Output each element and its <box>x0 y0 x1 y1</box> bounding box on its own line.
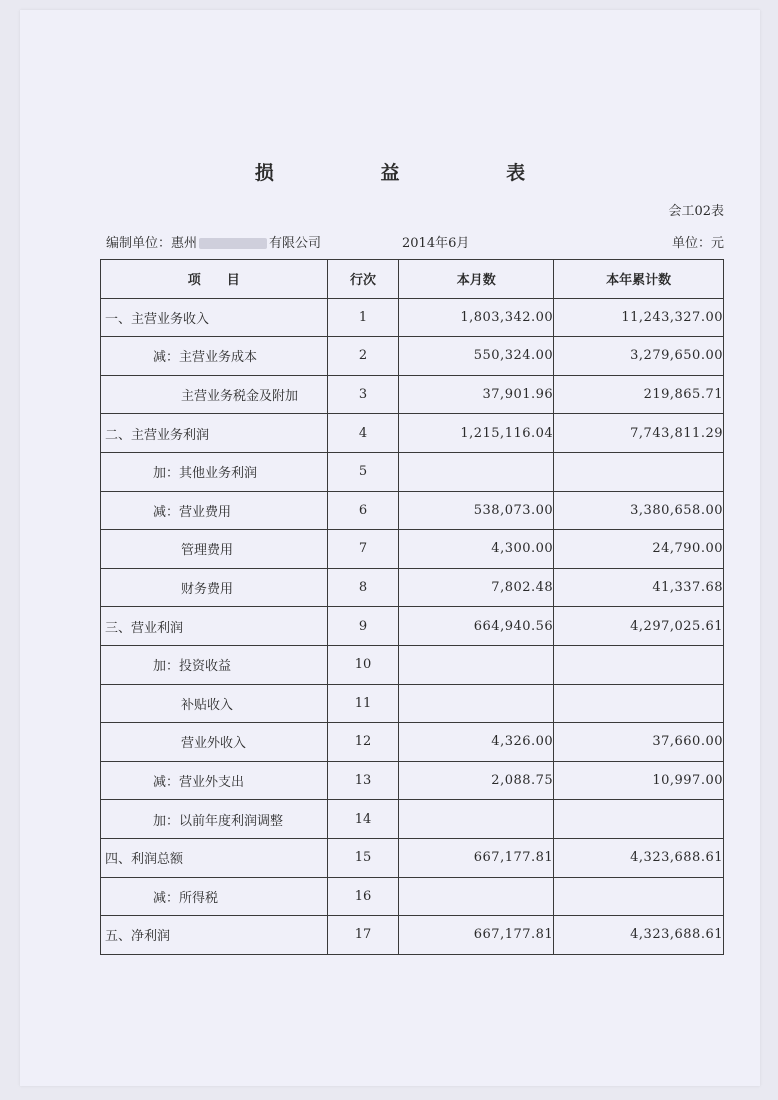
row-year-to-date <box>554 684 724 723</box>
table-row <box>101 375 724 414</box>
row-current-month: 667,177.81 <box>399 838 554 877</box>
redaction-mask <box>199 238 267 249</box>
row-line-no: 11 <box>327 684 399 723</box>
row-current-month <box>399 684 554 723</box>
table-row <box>101 916 724 955</box>
form-code: 会工02表 <box>668 204 724 219</box>
row-year-to-date <box>554 645 724 684</box>
header-current-month: 本月数 <box>399 260 554 299</box>
row-line-no: 16 <box>327 877 399 916</box>
table-row <box>101 877 724 916</box>
header-item: 项 目 <box>101 260 328 299</box>
row-current-month: 1,215,116.04 <box>399 414 554 453</box>
table-row <box>101 491 724 530</box>
table-row <box>101 337 724 376</box>
row-line-no: 3 <box>327 375 399 414</box>
row-item: 补贴收入 <box>101 684 328 723</box>
row-current-month <box>399 452 554 491</box>
row-year-to-date: 11,243,327.00 <box>554 298 724 337</box>
table-row <box>101 530 724 569</box>
row-item: 一、主营业务收入 <box>101 298 328 337</box>
row-current-month: 4,300.00 <box>399 530 554 569</box>
org-label: 编制单位：惠州 <box>106 236 198 251</box>
row-line-no: 6 <box>327 491 399 530</box>
row-line-no: 10 <box>327 645 399 684</box>
row-item: 加：其他业务利润 <box>101 452 328 491</box>
row-item: 三、营业利润 <box>101 607 328 646</box>
row-year-to-date: 219,865.71 <box>554 375 724 414</box>
table-row <box>101 838 724 877</box>
row-item: 减：主营业务成本 <box>101 337 328 376</box>
row-current-month: 4,326.00 <box>399 723 554 762</box>
table-row <box>101 761 724 800</box>
table-row <box>101 414 724 453</box>
row-line-no: 1 <box>327 298 399 337</box>
row-item: 管理费用 <box>101 530 328 569</box>
row-year-to-date <box>554 877 724 916</box>
row-current-month: 667,177.81 <box>399 916 554 955</box>
row-year-to-date <box>554 452 724 491</box>
row-year-to-date: 7,743,811.29 <box>554 414 724 453</box>
row-current-month: 550,324.00 <box>399 337 554 376</box>
row-year-to-date: 37,660.00 <box>554 723 724 762</box>
row-line-no: 8 <box>327 568 399 607</box>
row-current-month: 664,940.56 <box>399 607 554 646</box>
row-current-month: 7,802.48 <box>399 568 554 607</box>
row-line-no: 17 <box>327 916 399 955</box>
currency-unit: 单位：元 <box>671 236 724 251</box>
row-year-to-date: 4,323,688.61 <box>554 838 724 877</box>
row-current-month: 37,901.96 <box>399 375 554 414</box>
reporting-entity <box>106 232 321 251</box>
table-row <box>101 568 724 607</box>
row-current-month <box>399 645 554 684</box>
row-item: 减：所得税 <box>101 877 328 916</box>
row-current-month: 2,088.75 <box>399 761 554 800</box>
row-item: 加：投资收益 <box>101 645 328 684</box>
row-item: 减：营业费用 <box>101 491 328 530</box>
page-title: 损 益 表 <box>254 162 576 184</box>
row-line-no: 4 <box>327 414 399 453</box>
row-item: 减：营业外支出 <box>101 761 328 800</box>
row-line-no: 13 <box>327 761 399 800</box>
row-year-to-date: 4,323,688.61 <box>554 916 724 955</box>
row-line-no: 7 <box>327 530 399 569</box>
table-row <box>101 684 724 723</box>
table-row <box>101 800 724 839</box>
table-row <box>101 607 724 646</box>
report-period: 2014年6月 <box>402 236 470 251</box>
row-item: 四、利润总额 <box>101 838 328 877</box>
row-line-no: 5 <box>327 452 399 491</box>
income-statement-table <box>100 259 724 955</box>
row-year-to-date: 24,790.00 <box>554 530 724 569</box>
row-item: 主营业务税金及附加 <box>101 375 328 414</box>
table-row <box>101 452 724 491</box>
row-year-to-date: 41,337.68 <box>554 568 724 607</box>
row-line-no: 15 <box>327 838 399 877</box>
row-item: 二、主营业务利润 <box>101 414 328 453</box>
header-year-to-date: 本年累计数 <box>554 260 724 299</box>
table-row <box>101 723 724 762</box>
row-item: 加：以前年度利润调整 <box>101 800 328 839</box>
row-year-to-date: 10,997.00 <box>554 761 724 800</box>
row-year-to-date: 3,380,658.00 <box>554 491 724 530</box>
row-item: 财务费用 <box>101 568 328 607</box>
row-line-no: 12 <box>327 723 399 762</box>
row-current-month <box>399 877 554 916</box>
row-item: 营业外收入 <box>101 723 328 762</box>
row-year-to-date: 3,279,650.00 <box>554 337 724 376</box>
row-current-month <box>399 800 554 839</box>
table-row <box>101 645 724 684</box>
table-header-row <box>101 260 724 299</box>
header-line-no: 行次 <box>327 260 399 299</box>
row-item: 五、净利润 <box>101 916 328 955</box>
row-line-no: 9 <box>327 607 399 646</box>
row-line-no: 2 <box>327 337 399 376</box>
statement-page <box>20 10 760 1086</box>
table-row <box>101 298 724 337</box>
row-year-to-date <box>554 800 724 839</box>
row-line-no: 14 <box>327 800 399 839</box>
org-suffix: 有限公司 <box>269 236 322 251</box>
row-current-month: 538,073.00 <box>399 491 554 530</box>
row-year-to-date: 4,297,025.61 <box>554 607 724 646</box>
row-current-month: 1,803,342.00 <box>399 298 554 337</box>
